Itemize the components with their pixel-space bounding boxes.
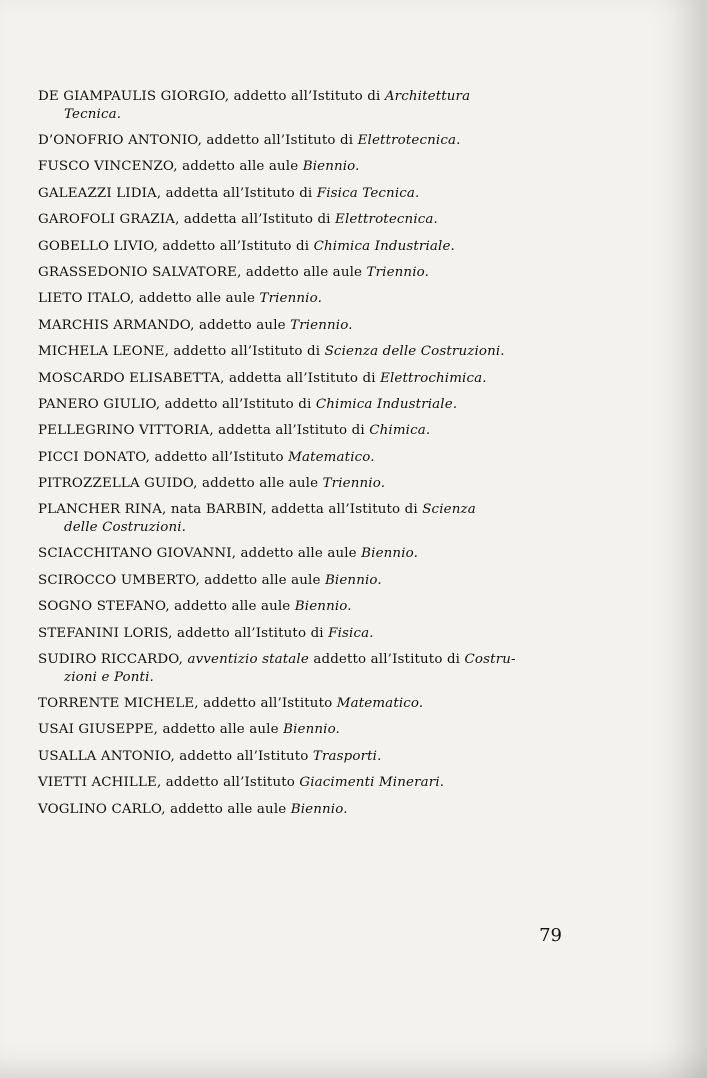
staff-assignment: Fisica Tecnica. [316,185,420,201]
list-item [38,88,558,123]
staff-assignment: Triennio. [290,317,353,333]
staff-role: , addetto all’Istituto [145,449,289,465]
list-item [38,422,558,440]
staff-name: SUDIRO RICCARDO [38,652,179,667]
staff-role: , addetto all’Istituto di [168,625,329,641]
staff-name: PELLEGRINO VITTORIA [38,423,210,439]
list-item [38,449,558,467]
staff-assignment: Biennio. [302,159,360,175]
staff-name: GOBELLO LIVIO [38,238,154,254]
list-item [38,625,558,643]
staff-assignment: Scienza [422,502,476,518]
staff-assignment: Fisica. [328,625,374,641]
staff-name: SCIACCHITANO GIOVANNI [38,546,232,562]
staff-name: USAI GIUSEPPE [38,722,154,738]
page-number: 79 [539,925,562,946]
list-item [38,475,558,493]
staff-role: , addetto alle aule [153,722,284,738]
list-item [38,651,558,686]
staff-name: GRASSEDONIO SALVATORE [38,264,238,280]
staff-role: , addetto all’Istituto di [164,344,325,360]
list-item [38,396,558,414]
staff-role: , addetto alle aule [237,264,367,280]
staff-assignment-cont: delle Costruzioni. [64,520,187,536]
list-item [38,211,558,229]
staff-assignment: Matematico. [336,695,424,711]
list-item [38,290,558,308]
list-item [38,774,558,792]
staff-role: , addetto all’Istituto di [224,89,385,104]
staff-name: GAROFOLI GRAZIA [38,212,176,228]
staff-name: MARCHIS ARMANDO [38,317,191,333]
staff-role-prefix: , [178,652,188,667]
staff-name: TORRENTE MICHELE [38,695,195,711]
staff-role: , addetto alle aule [231,546,362,562]
staff-role: , addetto all’Istituto di [155,396,316,412]
staff-list [38,88,558,827]
staff-assignment: Elettrotecnica. [357,132,461,148]
staff-role: addetto all’Istituto di [308,652,465,667]
staff-name: STEFANINI LORIS [38,625,169,641]
staff-name: DE GIAMPAULIS GIORGIO [38,89,225,104]
staff-role: , addetto aule [190,317,291,333]
list-item [38,572,558,590]
staff-assignment: Architettura [384,89,471,104]
list-item [38,158,558,176]
entry-continuation [38,519,558,537]
staff-role: , addetto alle aule [173,159,303,175]
staff-assignment: Costru- [464,652,516,667]
staff-role: , addetta all’Istituto di [220,370,381,386]
staff-assignment: Matematico. [288,449,375,465]
staff-name: PICCI DONATO [38,449,146,465]
list-item [38,343,558,361]
staff-role: , addetto alle aule [193,476,323,492]
entry-continuation [38,106,558,124]
staff-name: VOGLINO CARLO [38,801,162,817]
staff-role: , addetto all’Istituto di [197,132,358,148]
staff-assignment: Elettrochimica. [380,370,487,386]
staff-role: , addetto all’Istituto di [153,238,314,254]
staff-assignment: Scienza delle Costruzioni. [324,344,505,360]
staff-name: MICHELA LEONE [38,344,165,360]
staff-assignment: Biennio. [324,572,382,588]
list-item [38,501,558,536]
staff-name: SCIROCCO UMBERTO [38,572,196,588]
list-item [38,598,558,616]
staff-assignment-cont: Tecnica. [64,106,122,122]
staff-assignment: Trasporti. [312,748,382,764]
staff-name: PITROZZELLA GUIDO [38,476,194,492]
staff-name: SOGNO STEFANO [38,599,166,615]
staff-role: , addetta all’Istituto di [209,423,370,439]
staff-role: , addetto alle aule [165,599,295,615]
entry-continuation [38,669,558,687]
staff-assignment: Triennio. [259,291,322,307]
staff-assignment-cont: zioni e Ponti. [64,669,154,685]
staff-role: , addetto all’Istituto [170,748,313,764]
list-item [38,317,558,335]
staff-assignment: Biennio. [283,722,340,738]
list-item [38,238,558,256]
staff-assignment: Biennio. [294,599,352,615]
list-item [38,545,558,563]
list-item [38,132,558,150]
staff-role: , addetta all’Istituto di [156,185,317,201]
staff-role: , addetto all’Istituto [194,695,337,711]
staff-name: PANERO GIULIO [38,396,156,412]
staff-name: VIETTI ACHILLE [38,775,157,791]
staff-name: GALEAZZI LIDIA [38,185,157,201]
list-item [38,801,558,819]
staff-role: , addetta all’Istituto di [175,212,336,228]
staff-role: , addetto alle aule [130,291,260,307]
staff-role: , nata BARBIN, addetta all’Istituto di [162,502,423,518]
staff-name: FUSCO VINCENZO [38,159,174,175]
staff-assignment: Biennio. [290,801,348,817]
staff-name: LIETO ITALO [38,291,131,307]
staff-assignment: Triennio. [322,476,386,492]
staff-status: avventizio statale [187,652,309,667]
list-item [38,695,558,713]
staff-assignment: Chimica Industriale. [315,396,458,412]
staff-assignment: Biennio. [361,546,419,562]
staff-assignment: Giacimenti Minerari. [299,775,445,791]
staff-name: D’ONOFRIO ANTONIO [38,132,198,148]
staff-assignment: Chimica Industriale. [313,238,455,254]
list-item [38,185,558,203]
staff-assignment: Triennio. [366,264,430,280]
staff-name: PLANCHER RINA [38,502,163,518]
list-item [38,370,558,388]
list-item [38,721,558,739]
staff-assignment: Elettrotecnica. [335,212,438,228]
staff-name: USALLA ANTONIO [38,748,171,764]
list-item [38,264,558,282]
staff-assignment: Chimica. [369,423,431,439]
staff-role: , addetto all’Istituto [156,775,300,791]
staff-name: MOSCARDO ELISABETTA [38,370,221,386]
staff-role: , addetto alle aule [161,801,291,817]
list-item [38,748,558,766]
staff-role: , addetto alle aule [195,572,325,588]
